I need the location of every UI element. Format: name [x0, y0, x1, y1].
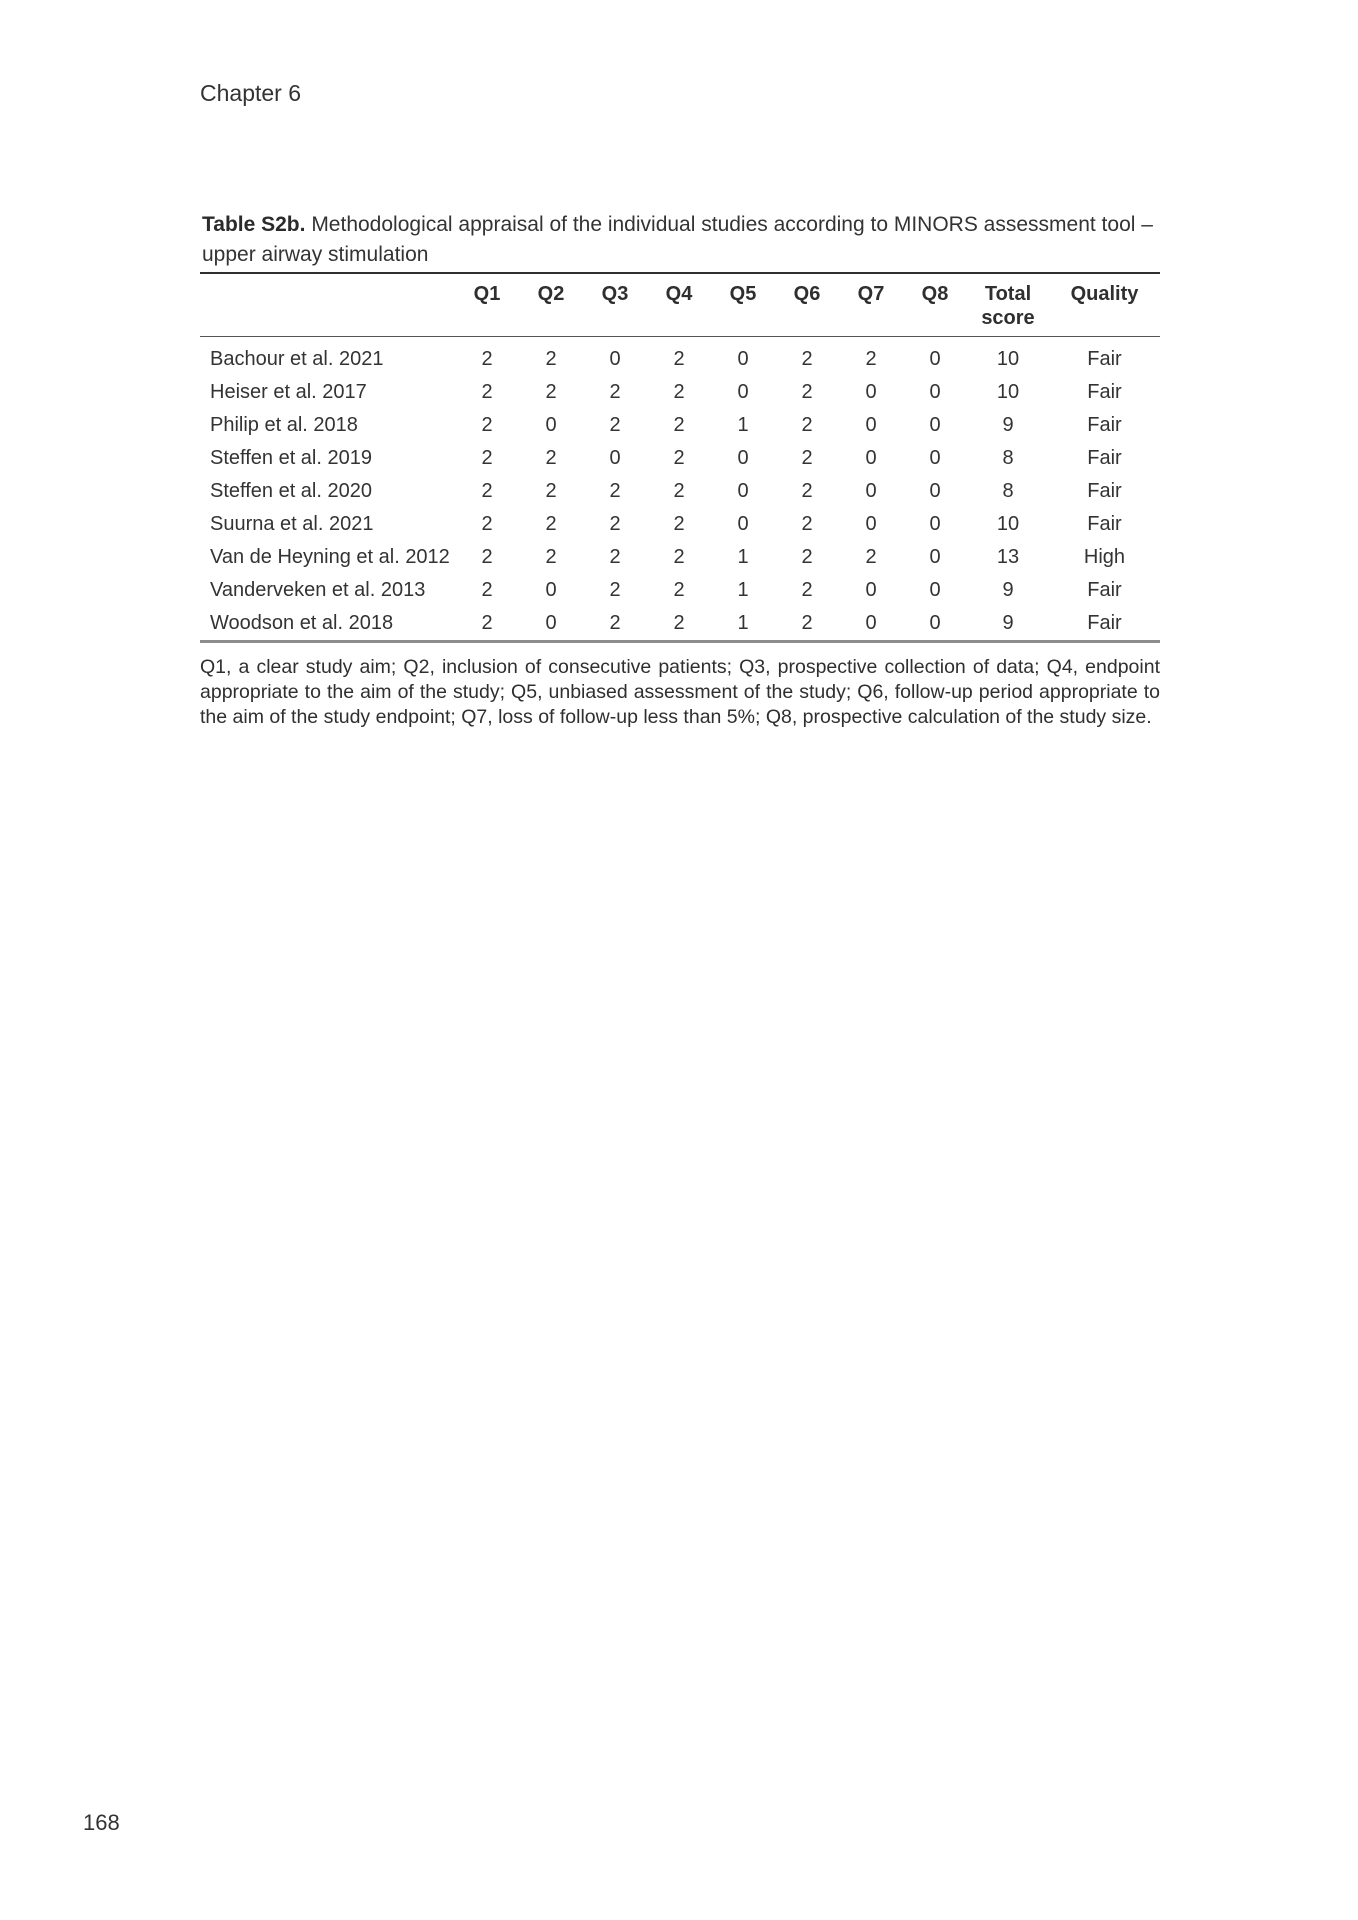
score-cell: 2: [673, 546, 685, 568]
score-cell: 2: [609, 414, 621, 436]
score-cell: 0: [929, 447, 941, 469]
score-cell: 0: [929, 546, 941, 568]
score-cell: 2: [801, 348, 813, 370]
score-cell: 2: [545, 480, 557, 502]
score-cell: 0: [865, 480, 877, 502]
total-score-cell: 9: [1002, 579, 1014, 601]
score-cell: 0: [609, 348, 621, 370]
score-cell: 2: [673, 480, 685, 502]
score-cell: 2: [801, 414, 813, 436]
score-cell: 1: [737, 546, 749, 568]
study-name: Van de Heyning et al. 2012: [210, 546, 450, 568]
table-row: [200, 475, 1160, 508]
table-row: [200, 376, 1160, 409]
study-name: Bachour et al. 2021: [210, 348, 384, 370]
score-cell: 2: [673, 348, 685, 370]
score-cell: 2: [673, 381, 685, 403]
score-cell: 1: [737, 612, 749, 634]
score-cell: 0: [737, 348, 749, 370]
total-score-cell: 9: [1002, 414, 1014, 436]
table-caption: [202, 210, 1160, 270]
study-name: Vanderveken et al. 2013: [210, 579, 426, 601]
quality-cell: Fair: [1087, 447, 1122, 469]
score-cell: 0: [545, 414, 557, 436]
column-header-q6: Q6: [775, 273, 839, 337]
study-name: Suurna et al. 2021: [210, 513, 374, 535]
score-cell: 2: [545, 381, 557, 403]
score-cell: 0: [929, 480, 941, 502]
total-score-cell: 10: [996, 381, 1020, 403]
score-cell: 2: [481, 348, 493, 370]
column-header-q7: Q7: [839, 273, 903, 337]
score-cell: 2: [609, 480, 621, 502]
score-cell: 1: [737, 579, 749, 601]
score-cell: 2: [865, 546, 877, 568]
column-header-q1: Q1: [455, 273, 519, 337]
study-name: Heiser et al. 2017: [210, 381, 367, 403]
score-cell: 0: [929, 579, 941, 601]
running-header: Chapter 6: [200, 80, 302, 106]
table-row: [200, 607, 1160, 642]
table-caption-label: Table S2b.: [202, 213, 306, 236]
score-cell: 2: [481, 612, 493, 634]
score-cell: 0: [737, 381, 749, 403]
score-cell: 2: [801, 546, 813, 568]
score-cell: 2: [609, 579, 621, 601]
score-cell: 0: [865, 447, 877, 469]
total-score-cell: 9: [1002, 612, 1014, 634]
quality-cell: Fair: [1087, 414, 1122, 436]
score-cell: 0: [545, 579, 557, 601]
study-name: Steffen et al. 2019: [210, 447, 372, 469]
column-header-q4: Q4: [647, 273, 711, 337]
table-caption-text: Methodological appraisal of the individual studies according to MINORS assessment tool – upper airway stimulation: [202, 213, 1153, 266]
total-score-cell: 8: [1002, 480, 1014, 502]
study-name: Woodson et al. 2018: [210, 612, 394, 634]
score-cell: 2: [545, 513, 557, 535]
table-body: [200, 337, 1160, 642]
quality-cell: Fair: [1087, 348, 1122, 370]
score-cell: 0: [545, 612, 557, 634]
score-cell: 0: [737, 480, 749, 502]
quality-cell: Fair: [1087, 513, 1122, 535]
score-cell: 2: [673, 414, 685, 436]
score-cell: 2: [609, 381, 621, 403]
score-cell: 2: [545, 546, 557, 568]
column-header-total-score: Total score: [967, 273, 1049, 337]
quality-cell: Fair: [1087, 612, 1122, 634]
total-score-cell: 13: [996, 546, 1020, 568]
score-cell: 2: [481, 447, 493, 469]
score-cell: 0: [865, 612, 877, 634]
score-cell: 2: [481, 546, 493, 568]
score-cell: 2: [545, 447, 557, 469]
quality-cell: Fair: [1087, 480, 1122, 502]
score-cell: 0: [865, 513, 877, 535]
table-row: [200, 337, 1160, 377]
score-cell: 2: [801, 381, 813, 403]
score-cell: 2: [801, 579, 813, 601]
score-cell: 2: [609, 513, 621, 535]
table-row: [200, 541, 1160, 574]
score-cell: 2: [673, 579, 685, 601]
table-header-row: [200, 273, 1160, 337]
total-score-cell: 10: [996, 513, 1020, 535]
score-cell: 2: [801, 480, 813, 502]
score-cell: 0: [929, 381, 941, 403]
study-name: Steffen et al. 2020: [210, 480, 372, 502]
score-cell: 2: [673, 447, 685, 469]
score-cell: 2: [609, 546, 621, 568]
score-cell: 2: [481, 381, 493, 403]
score-cell: 1: [737, 414, 749, 436]
score-cell: 0: [865, 381, 877, 403]
score-cell: 2: [673, 513, 685, 535]
table-section: [200, 210, 1160, 730]
column-header-quality: Quality: [1049, 273, 1160, 337]
column-header-study: [200, 273, 455, 337]
table-row: [200, 574, 1160, 607]
score-cell: 2: [865, 348, 877, 370]
score-cell: 0: [929, 612, 941, 634]
score-cell: 0: [865, 414, 877, 436]
column-header-q8: Q8: [903, 273, 967, 337]
score-cell: 2: [801, 612, 813, 634]
table-row: [200, 508, 1160, 541]
score-cell: 0: [737, 513, 749, 535]
score-cell: 2: [801, 513, 813, 535]
score-cell: 2: [481, 579, 493, 601]
table-footnote: Q1, a clear study aim; Q2, inclusion of consecutive patients; Q3, prospective collection of data; Q4, endpoint appropriate to the aim of the study; Q5, unbiased assessment of the study; Q6, follow-up period appropriate to the aim of the study endpoint; Q7, loss of follow-up less than 5%; Q8, prospective calculation of the study size.: [200, 656, 1160, 728]
quality-cell: High: [1083, 546, 1126, 568]
score-cell: 2: [481, 414, 493, 436]
total-score-cell: 10: [996, 348, 1020, 370]
score-cell: 2: [673, 612, 685, 634]
study-name: Philip et al. 2018: [210, 414, 358, 436]
appraisal-table: [200, 272, 1160, 643]
column-header-q5: Q5: [711, 273, 775, 337]
table-row: [200, 442, 1160, 475]
quality-cell: Fair: [1087, 381, 1122, 403]
table-row: [200, 409, 1160, 442]
score-cell: 2: [545, 348, 557, 370]
column-header-q2: Q2: [519, 273, 583, 337]
score-cell: 0: [737, 447, 749, 469]
score-cell: 0: [865, 579, 877, 601]
column-header-q3: Q3: [583, 273, 647, 337]
score-cell: 0: [929, 348, 941, 370]
page-number: 168: [83, 1810, 120, 1835]
score-cell: 0: [929, 513, 941, 535]
score-cell: 0: [929, 414, 941, 436]
score-cell: 2: [481, 480, 493, 502]
score-cell: 2: [609, 612, 621, 634]
quality-cell: Fair: [1087, 579, 1122, 601]
score-cell: 2: [481, 513, 493, 535]
score-cell: 0: [609, 447, 621, 469]
total-score-cell: 8: [1002, 447, 1014, 469]
score-cell: 2: [801, 447, 813, 469]
